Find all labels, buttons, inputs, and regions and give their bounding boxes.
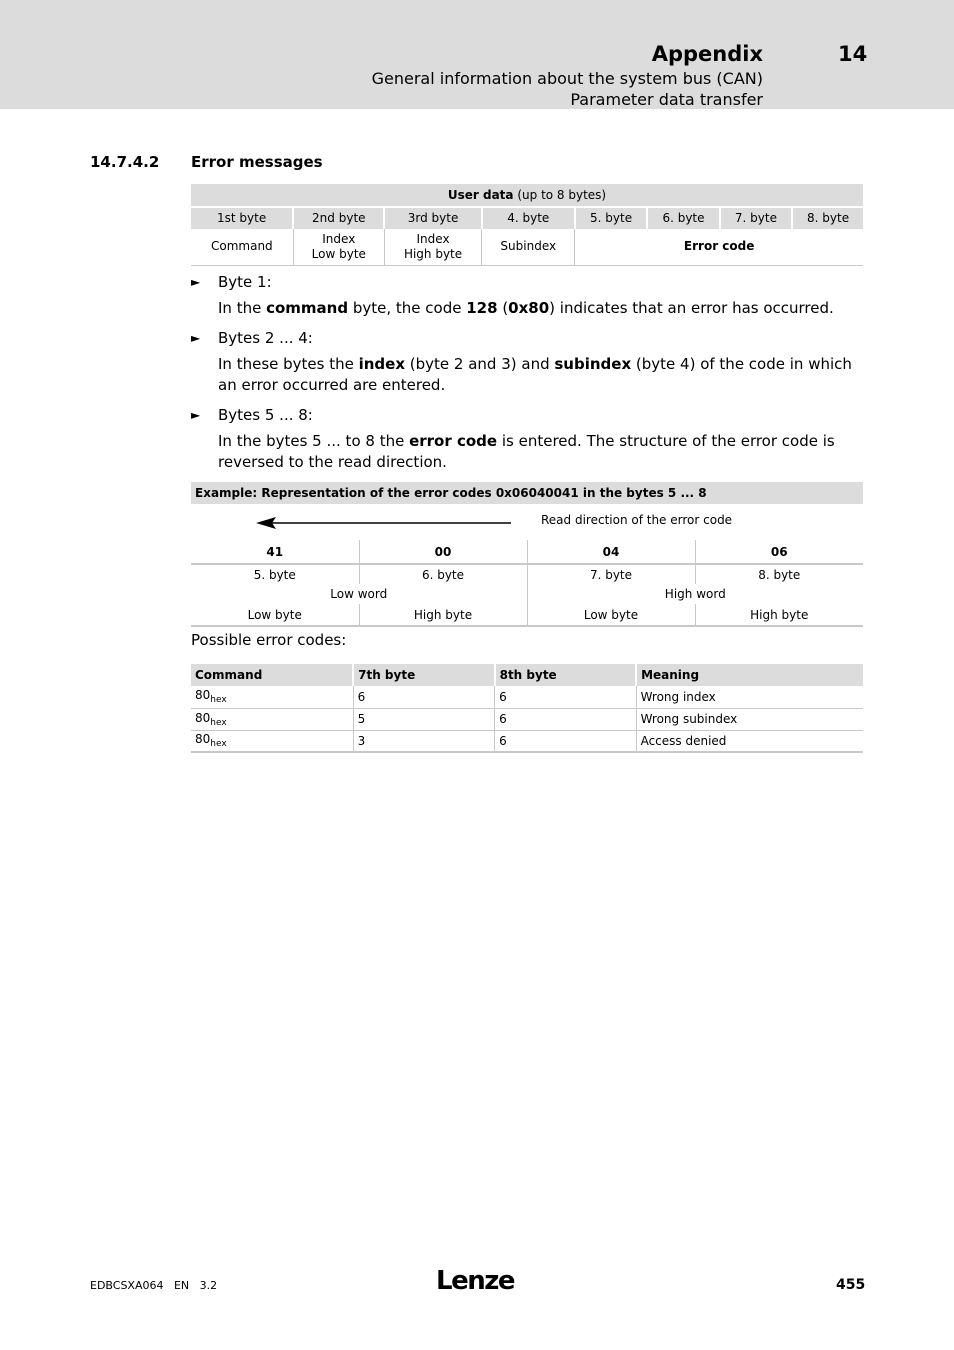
section-title: Error messages [191, 153, 323, 171]
byte-order: High byte [695, 604, 863, 626]
table-row [191, 708, 863, 730]
byte-order: Low byte [527, 604, 695, 626]
byte-value: 06 [695, 540, 863, 564]
byte-order: Low byte [191, 604, 359, 626]
byte-value: 04 [527, 540, 695, 564]
index-high-cell: Index High byte [384, 229, 481, 265]
byte-label: 4. byte [482, 207, 575, 229]
byte-label: 6. byte [647, 207, 719, 229]
example-heading: Example: Representation of the error codes 0x06040041 in the bytes 5 ... 8 [191, 482, 863, 504]
chapter-title: Appendix [651, 42, 763, 66]
chapter-subtitle-2: Parameter data transfer [570, 90, 763, 109]
example-table [191, 540, 863, 627]
command-value: $80_{hex}$ [191, 730, 353, 752]
possible-error-codes-label: Possible error codes: [191, 631, 347, 649]
meaning-value: Wrong subindex [636, 708, 863, 730]
chapter-subtitle-1: General information about the system bus (CAN) [371, 69, 763, 88]
byte8-value: 6 [495, 730, 636, 752]
column-header: Command [191, 664, 353, 686]
subindex-cell: Subindex [482, 229, 575, 265]
svg-text:Lenze: Lenze [436, 1266, 514, 1294]
index-low-cell: Index Low byte [293, 229, 384, 265]
bullet-bytes-2-4: ► Bytes 2 ... 4: In these bytes the index (byte 2 and 3) and subindex (byte 4) of the code in which an error occurred are entered. [191, 329, 852, 394]
byte-position: 7. byte [527, 564, 695, 584]
byte-label: 7. byte [720, 207, 792, 229]
page-number: 455 [836, 1277, 866, 1293]
left-arrow-icon [254, 514, 514, 532]
user-data-table [191, 184, 863, 266]
table-row [191, 730, 863, 752]
byte-position: 6. byte [359, 564, 527, 584]
bullet-list [191, 272, 863, 473]
byte-position: 8. byte [695, 564, 863, 584]
section-number: 14.7.4.2 [90, 153, 160, 171]
table-row [191, 686, 863, 708]
document-id: EDBCSXA064 EN 3.2 [90, 1279, 218, 1292]
meaning-value: Access denied [636, 730, 863, 752]
read-direction-label: Read direction of the error code [541, 513, 733, 527]
high-word-label: High word [527, 584, 863, 604]
bullet-byte-1: ► Byte 1: In the command byte, the code 128 (0x80) indicates that an error has occurred. [191, 273, 834, 317]
byte-label: 1st byte [191, 207, 293, 229]
header-band [0, 0, 954, 109]
command-value: $80_{hex}$ [191, 708, 353, 730]
triangle-bullet-icon: ► [191, 275, 201, 289]
triangle-bullet-icon: ► [191, 331, 201, 345]
byte-label: 2nd byte [293, 207, 384, 229]
error-codes-table [191, 664, 863, 753]
byte-order: High byte [359, 604, 527, 626]
column-header: 8th byte [495, 664, 636, 686]
byte7-value: 3 [353, 730, 494, 752]
byte-label: 3rd byte [384, 207, 481, 229]
byte7-value: 6 [353, 686, 494, 708]
command-cell: Command [191, 229, 293, 265]
byte-position: 5. byte [253, 567, 296, 582]
column-header: Meaning [636, 664, 863, 686]
byte-value: 00 [359, 540, 527, 564]
triangle-bullet-icon: ► [191, 408, 201, 422]
byte-label: 5. byte [575, 207, 647, 229]
column-header: 7th byte [353, 664, 494, 686]
low-word-label: Low word [330, 587, 388, 601]
error-code-cell: Error code [575, 229, 863, 265]
bullet-bytes-5-8: ► Bytes 5 ... 8: In the bytes 5 ... to 8 the error code is entered. The structure of the error code is reversed to the read direction. [191, 406, 835, 471]
byte7-value: 5 [353, 708, 494, 730]
byte-label: 8. byte [792, 207, 863, 229]
lenze-logo [436, 1264, 516, 1294]
chapter-number: 14 [838, 42, 868, 66]
command-value: $80_{hex}$ [191, 686, 353, 708]
byte-value: 41 [191, 540, 359, 564]
byte8-value: 6 [495, 686, 636, 708]
meaning-value: Wrong index [636, 686, 863, 708]
user-data-header: User data (up to 8 bytes) [191, 184, 863, 207]
byte8-value: 6 [495, 708, 636, 730]
